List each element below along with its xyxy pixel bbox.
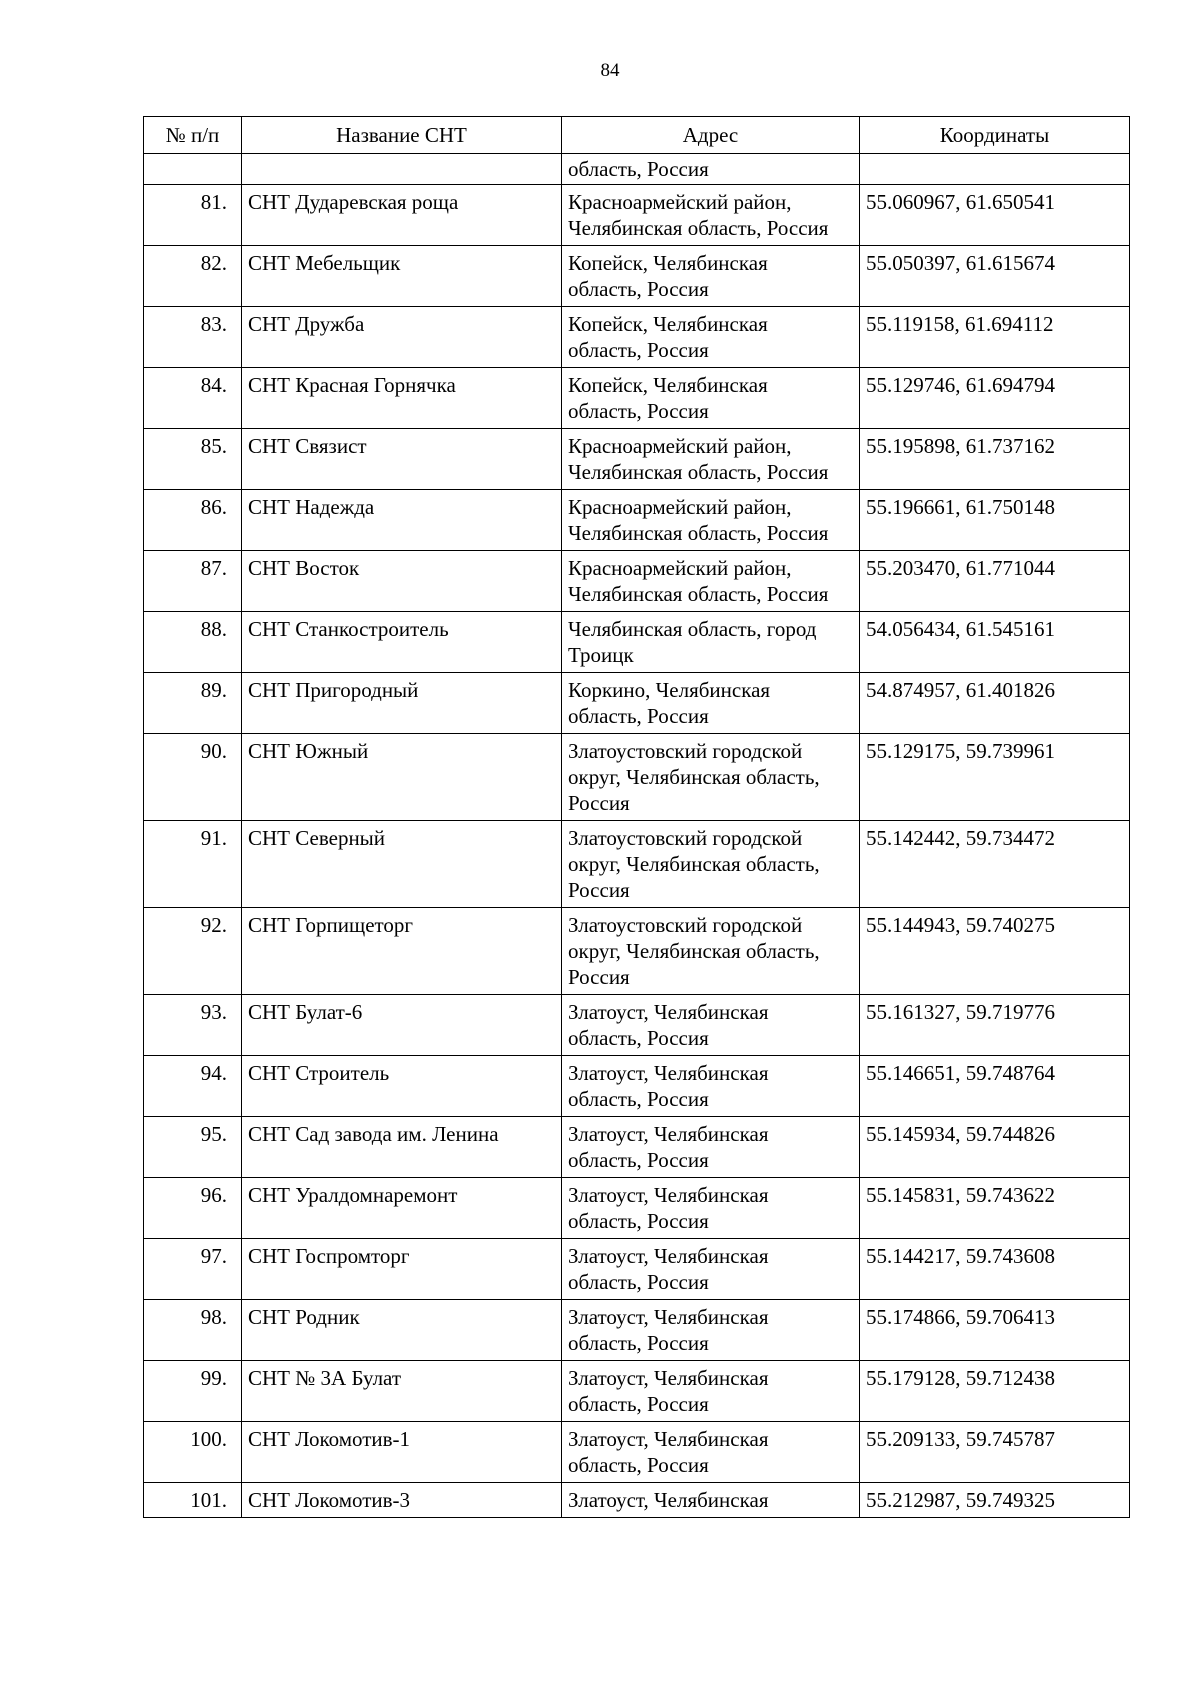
- row-coordinates: 55.119158, 61.694112: [860, 307, 1130, 368]
- row-coordinates: 55.146651, 59.748764: [860, 1056, 1130, 1117]
- row-num: 95.: [144, 1117, 242, 1178]
- table-row: [144, 1422, 1130, 1483]
- row-coordinates: 55.144943, 59.740275: [860, 908, 1130, 995]
- row-coordinates: 55.195898, 61.737162: [860, 429, 1130, 490]
- row-num: 83.: [144, 307, 242, 368]
- row-address: Красноармейский район, Челябинская область, Россия: [562, 185, 860, 246]
- row-name: СНТ Дударевская роща: [242, 185, 562, 246]
- row-num: 101.: [144, 1483, 242, 1518]
- row-coordinates: 55.145934, 59.744826: [860, 1117, 1130, 1178]
- table-body: [144, 154, 1130, 1518]
- row-num: 89.: [144, 673, 242, 734]
- table-row: [144, 1056, 1130, 1117]
- page-number: 84: [600, 60, 620, 81]
- header-num: № п/п: [144, 117, 242, 154]
- row-address: Красноармейский район, Челябинская область, Россия: [562, 429, 860, 490]
- row-name: СНТ Булат-6: [242, 995, 562, 1056]
- row-address: Златоуст, Челябинская область, Россия: [562, 1117, 860, 1178]
- row-coordinates: 55.174866, 59.706413: [860, 1300, 1130, 1361]
- row-name: СНТ Сад завода им. Ленина: [242, 1117, 562, 1178]
- row-coordinates: 54.874957, 61.401826: [860, 673, 1130, 734]
- row-name: СНТ Мебельщик: [242, 246, 562, 307]
- row-coordinates: 55.203470, 61.771044: [860, 551, 1130, 612]
- row-num: 99.: [144, 1361, 242, 1422]
- row-address: Златоустовский городской округ, Челябинская область, Россия: [562, 908, 860, 995]
- row-num: 84.: [144, 368, 242, 429]
- row-name: СНТ Локомотив-1: [242, 1422, 562, 1483]
- row-address: область, Россия: [562, 154, 860, 185]
- row-address: Златоуст, Челябинская область, Россия: [562, 1361, 860, 1422]
- continuation-row: [144, 154, 1130, 185]
- row-coordinates: 55.050397, 61.615674: [860, 246, 1130, 307]
- row-address: Златоуст, Челябинская область, Россия: [562, 1422, 860, 1483]
- row-address: Красноармейский район, Челябинская область, Россия: [562, 490, 860, 551]
- row-num: 97.: [144, 1239, 242, 1300]
- table-row: [144, 673, 1130, 734]
- row-address: Златоуст, Челябинская область, Россия: [562, 1056, 860, 1117]
- table-row: [144, 246, 1130, 307]
- table-row: [144, 995, 1130, 1056]
- table-row: [144, 1300, 1130, 1361]
- row-coordinates: 55.142442, 59.734472: [860, 821, 1130, 908]
- row-coordinates: 55.209133, 59.745787: [860, 1422, 1130, 1483]
- row-address: Коркино, Челябинская область, Россия: [562, 673, 860, 734]
- row-address: Красноармейский район, Челябинская область, Россия: [562, 551, 860, 612]
- table-row: [144, 185, 1130, 246]
- row-num: 81.: [144, 185, 242, 246]
- table-row: [144, 551, 1130, 612]
- row-num: 87.: [144, 551, 242, 612]
- header-row: [144, 117, 1130, 154]
- row-num: 93.: [144, 995, 242, 1056]
- row-coordinates: 55.129175, 59.739961: [860, 734, 1130, 821]
- row-name: СНТ Госпромторг: [242, 1239, 562, 1300]
- row-num: 96.: [144, 1178, 242, 1239]
- row-address: Копейск, Челябинская область, Россия: [562, 246, 860, 307]
- row-name: СНТ Связист: [242, 429, 562, 490]
- table-row: [144, 1361, 1130, 1422]
- table-row: [144, 307, 1130, 368]
- row-coordinates: 55.212987, 59.749325: [860, 1483, 1130, 1518]
- table-row: [144, 1117, 1130, 1178]
- row-address: Златоустовский городской округ, Челябинская область, Россия: [562, 821, 860, 908]
- row-num: 90.: [144, 734, 242, 821]
- row-num: 94.: [144, 1056, 242, 1117]
- header-coordinates: Координаты: [860, 117, 1130, 154]
- row-num: 91.: [144, 821, 242, 908]
- header-name: Название СНТ: [242, 117, 562, 154]
- row-address: Копейск, Челябинская область, Россия: [562, 368, 860, 429]
- row-name: СНТ Строитель: [242, 1056, 562, 1117]
- header-address: Адрес: [562, 117, 860, 154]
- row-num: 100.: [144, 1422, 242, 1483]
- row-name: СНТ Локомотив-3: [242, 1483, 562, 1518]
- row-num: 86.: [144, 490, 242, 551]
- row-coordinates: 55.196661, 61.750148: [860, 490, 1130, 551]
- row-name: СНТ Уралдомнаремонт: [242, 1178, 562, 1239]
- row-address: Златоуст, Челябинская область, Россия: [562, 1300, 860, 1361]
- table-row: [144, 908, 1130, 995]
- row-num: [144, 154, 242, 185]
- row-name: СНТ Пригородный: [242, 673, 562, 734]
- snt-table: [143, 116, 1130, 1518]
- row-num: 98.: [144, 1300, 242, 1361]
- row-address: Копейск, Челябинская область, Россия: [562, 307, 860, 368]
- row-coordinates: 55.145831, 59.743622: [860, 1178, 1130, 1239]
- row-num: 82.: [144, 246, 242, 307]
- table-row: [144, 821, 1130, 908]
- row-address: Златоустовский городской округ, Челябинская область, Россия: [562, 734, 860, 821]
- row-address: Златоуст, Челябинская: [562, 1483, 860, 1518]
- row-name: СНТ Красная Горнячка: [242, 368, 562, 429]
- row-coordinates: 55.060967, 61.650541: [860, 185, 1130, 246]
- table-row: [144, 1178, 1130, 1239]
- row-num: 88.: [144, 612, 242, 673]
- row-name: СНТ Надежда: [242, 490, 562, 551]
- row-coordinates: [860, 154, 1130, 185]
- row-num: 92.: [144, 908, 242, 995]
- row-coordinates: 54.056434, 61.545161: [860, 612, 1130, 673]
- row-num: 85.: [144, 429, 242, 490]
- table-row: [144, 1239, 1130, 1300]
- table-row: [144, 368, 1130, 429]
- row-address: Златоуст, Челябинская область, Россия: [562, 1178, 860, 1239]
- row-name: СНТ Родник: [242, 1300, 562, 1361]
- row-name: СНТ Восток: [242, 551, 562, 612]
- row-address: Златоуст, Челябинская область, Россия: [562, 1239, 860, 1300]
- table-row: [144, 734, 1130, 821]
- row-coordinates: 55.144217, 59.743608: [860, 1239, 1130, 1300]
- row-name: [242, 154, 562, 185]
- row-name: СНТ Северный: [242, 821, 562, 908]
- row-name: СНТ Станкостроитель: [242, 612, 562, 673]
- row-address: Челябинская область, город Троицк: [562, 612, 860, 673]
- row-name: СНТ № 3А Булат: [242, 1361, 562, 1422]
- table-row: [144, 1483, 1130, 1518]
- table-row: [144, 490, 1130, 551]
- row-coordinates: 55.161327, 59.719776: [860, 995, 1130, 1056]
- row-name: СНТ Горпищеторг: [242, 908, 562, 995]
- row-coordinates: 55.179128, 59.712438: [860, 1361, 1130, 1422]
- table-row: [144, 612, 1130, 673]
- table-row: [144, 429, 1130, 490]
- row-coordinates: 55.129746, 61.694794: [860, 368, 1130, 429]
- table-header: [144, 117, 1130, 154]
- row-name: СНТ Дружба: [242, 307, 562, 368]
- row-address: Златоуст, Челябинская область, Россия: [562, 995, 860, 1056]
- row-name: СНТ Южный: [242, 734, 562, 821]
